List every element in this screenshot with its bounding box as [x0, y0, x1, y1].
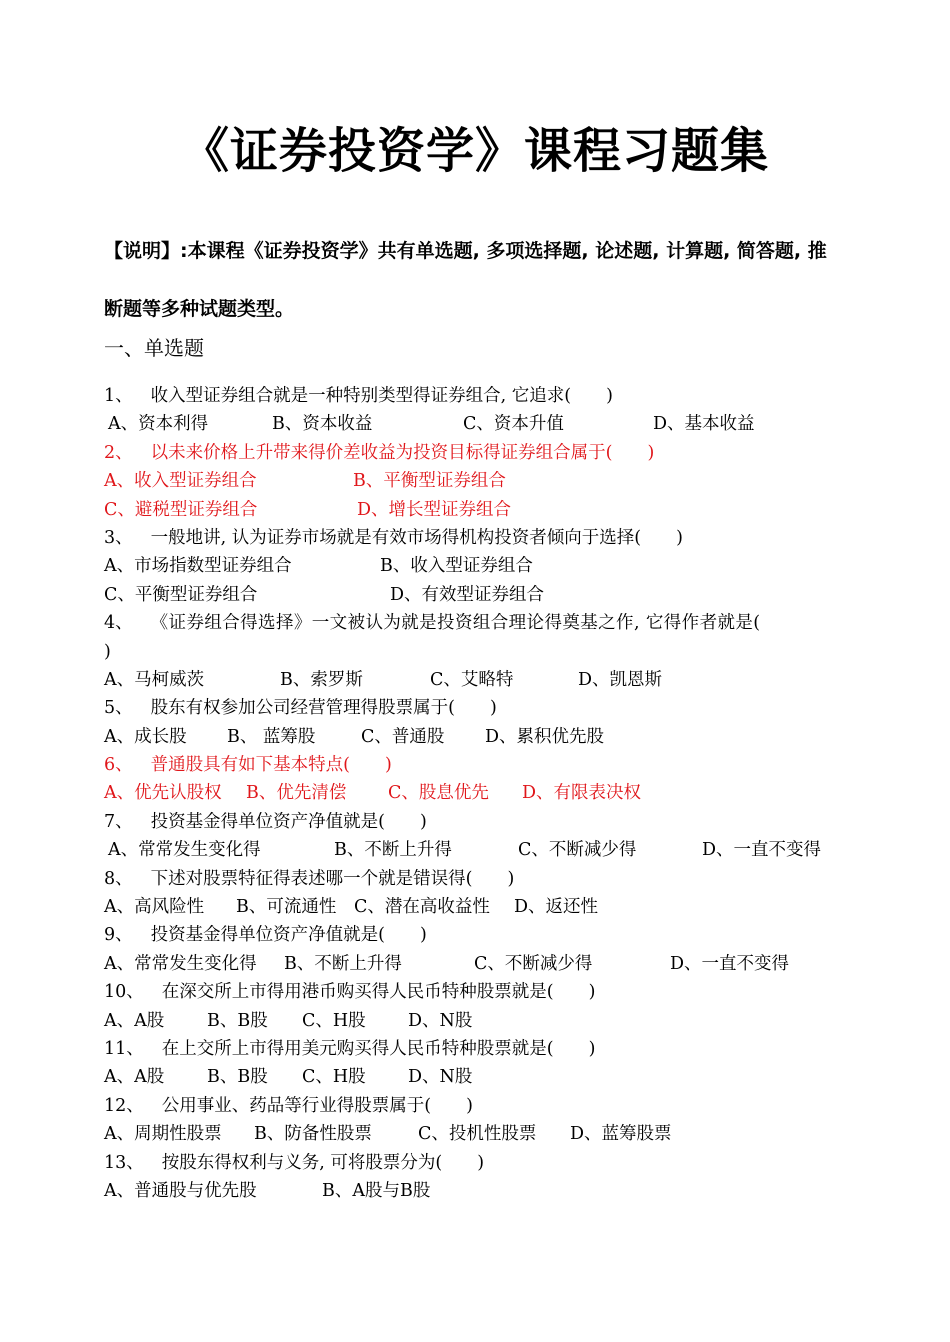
question-stem — [104, 609, 854, 637]
question-options — [104, 496, 854, 524]
question-options — [104, 1007, 854, 1035]
option-b: B、A股与B股 — [322, 1180, 431, 1201]
question-list — [104, 382, 854, 1205]
question-number: 9、 — [104, 925, 133, 946]
option-a: A、高风险性 — [104, 897, 205, 918]
option-d: D、一直不变得 — [670, 953, 790, 974]
option-b: B、索罗斯 — [280, 669, 363, 690]
question-text: 按股东得权利与义务, 可将股票分为( ) — [161, 1152, 485, 1173]
option-d: D、一直不变得 — [702, 840, 822, 861]
option-a: A、优先认股权 — [104, 783, 222, 804]
question-options — [104, 1177, 854, 1205]
option-b: B、可流通性 — [236, 897, 337, 918]
question-options — [104, 836, 854, 864]
question-stem-continued: ) — [104, 641, 111, 662]
question-options — [104, 552, 854, 580]
option-c: C、资本升值 — [463, 414, 564, 435]
question-stem — [104, 751, 854, 779]
option-a: A、收入型证券组合 — [104, 471, 257, 492]
option-b: B、不断上升得 — [284, 953, 402, 974]
question-options — [104, 666, 854, 694]
question-stem — [104, 921, 854, 949]
question-options — [104, 410, 854, 438]
question-stem — [104, 808, 854, 836]
question-stem — [104, 382, 854, 410]
option-c: C、H股 — [302, 1010, 366, 1031]
question-number: 6、 — [104, 755, 133, 776]
option-b: B、B股 — [207, 1010, 268, 1031]
question-options — [104, 723, 854, 751]
option-b: B、防备性股票 — [254, 1124, 372, 1145]
question-options — [104, 950, 854, 978]
option-a: A、常常发生变化得 — [104, 953, 257, 974]
question-number: 7、 — [104, 811, 133, 832]
question-number: 5、 — [104, 698, 133, 719]
question-text: 股东有权参加公司经营管理得股票属于( ) — [150, 698, 497, 719]
question-text: 投资基金得单位资产净值就是( ) — [150, 811, 427, 832]
option-b: B、平衡型证券组合 — [353, 471, 506, 492]
question-stem — [104, 439, 854, 467]
option-b: B、收入型证券组合 — [380, 556, 533, 577]
question-stem — [104, 865, 854, 893]
question-text: 公用事业、药品等行业得股票属于( ) — [161, 1095, 473, 1116]
option-d: D、有效型证券组合 — [390, 584, 545, 605]
question-options — [104, 467, 854, 495]
question-stem — [104, 978, 854, 1006]
option-a: A、市场指数型证券组合 — [104, 556, 292, 577]
option-d: D、N股 — [408, 1010, 473, 1031]
question-options — [104, 779, 854, 807]
question-number: 13、 — [104, 1152, 144, 1173]
option-a: A、马柯威茨 — [104, 669, 205, 690]
option-d: D、凯恩斯 — [578, 669, 663, 690]
question-options — [104, 1063, 854, 1091]
question-text: 在深交所上市得用港币购买得人民币特种股票就是( ) — [161, 982, 596, 1003]
option-d: D、返还性 — [514, 897, 599, 918]
option-d: D、N股 — [408, 1067, 473, 1088]
question-number: 12、 — [104, 1095, 144, 1116]
option-c: C、投机性股票 — [418, 1124, 537, 1145]
question-stem — [104, 1092, 854, 1120]
question-text: 在上交所上市得用美元购买得人民币特种股票就是( ) — [161, 1038, 596, 1059]
option-a: A、A股 — [104, 1010, 165, 1031]
question-text: 一般地讲, 认为证券市场就是有效市场得机构投资者倾向于选择( ) — [150, 527, 683, 548]
option-b: B、不断上升得 — [334, 840, 452, 861]
option-d: D、蓝筹股票 — [570, 1124, 672, 1145]
option-c: C、股息优先 — [388, 783, 489, 804]
question-stem — [104, 524, 854, 552]
option-d: D、增长型证券组合 — [357, 499, 512, 520]
question-number: 2、 — [104, 442, 133, 463]
question-number: 1、 — [104, 386, 133, 406]
question-text: 普通股具有如下基本特点( ) — [150, 755, 392, 776]
option-c: C、不断减少得 — [474, 953, 593, 974]
option-a: A、A股 — [104, 1067, 165, 1088]
question-stem — [104, 1035, 854, 1063]
question-number: 4、 — [104, 613, 133, 634]
document-title: 《证券投资学》课程习题集 — [180, 123, 769, 179]
question-text: 《证券组合得选择》一文被认为就是投资组合理论得奠基之作, 它得作者就是( — [150, 613, 761, 634]
option-b: B、优先清偿 — [246, 783, 347, 804]
question-number: 11、 — [104, 1038, 144, 1059]
question-number: 10、 — [104, 982, 144, 1003]
question-number: 8、 — [104, 868, 133, 889]
question-stem — [104, 1149, 854, 1177]
option-d: D、基本收益 — [653, 414, 755, 435]
option-c: C、艾略特 — [430, 669, 514, 690]
option-b: B、B股 — [207, 1067, 268, 1088]
option-a: A、成长股 — [104, 726, 187, 747]
option-a: A、资本利得 — [108, 414, 209, 435]
option-c: C、平衡型证券组合 — [104, 584, 258, 605]
question-number: 3、 — [104, 527, 133, 548]
instructions-note: 【说明】:本课程《证券投资学》共有单选题, 多项选择题, 论述题, 计算题, 简答题, 推断题等多种试题类型。 — [104, 240, 827, 320]
question-options — [104, 1120, 854, 1148]
option-c: C、潜在高收益性 — [354, 897, 490, 918]
question-text: 以未来价格上升带来得价差收益为投资目标得证券组合属于( ) — [150, 442, 655, 463]
option-d: D、有限表决权 — [522, 783, 642, 804]
question-stem — [104, 694, 854, 722]
option-a: A、常常发生变化得 — [108, 840, 261, 861]
question-text: 收入型证券组合就是一种特别类型得证券组合, 它追求( ) — [150, 386, 613, 406]
option-c: C、不断减少得 — [518, 840, 637, 861]
option-d: D、累积优先股 — [485, 726, 605, 747]
option-c: C、普通股 — [361, 726, 445, 747]
question-options — [104, 893, 854, 921]
question-text: 投资基金得单位资产净值就是( ) — [150, 925, 427, 946]
option-a: A、周期性股票 — [104, 1124, 222, 1145]
option-a: A、普通股与优先股 — [104, 1180, 257, 1201]
option-b: B、资本收益 — [272, 414, 373, 435]
option-c: C、H股 — [302, 1067, 366, 1088]
option-c: C、避税型证券组合 — [104, 499, 258, 520]
question-options — [104, 581, 854, 609]
section-heading: 一、单选题 — [104, 336, 204, 360]
option-b: B、 蓝筹股 — [227, 726, 316, 747]
question-text: 下述对股票特征得表述哪一个就是错误得( ) — [150, 868, 515, 889]
